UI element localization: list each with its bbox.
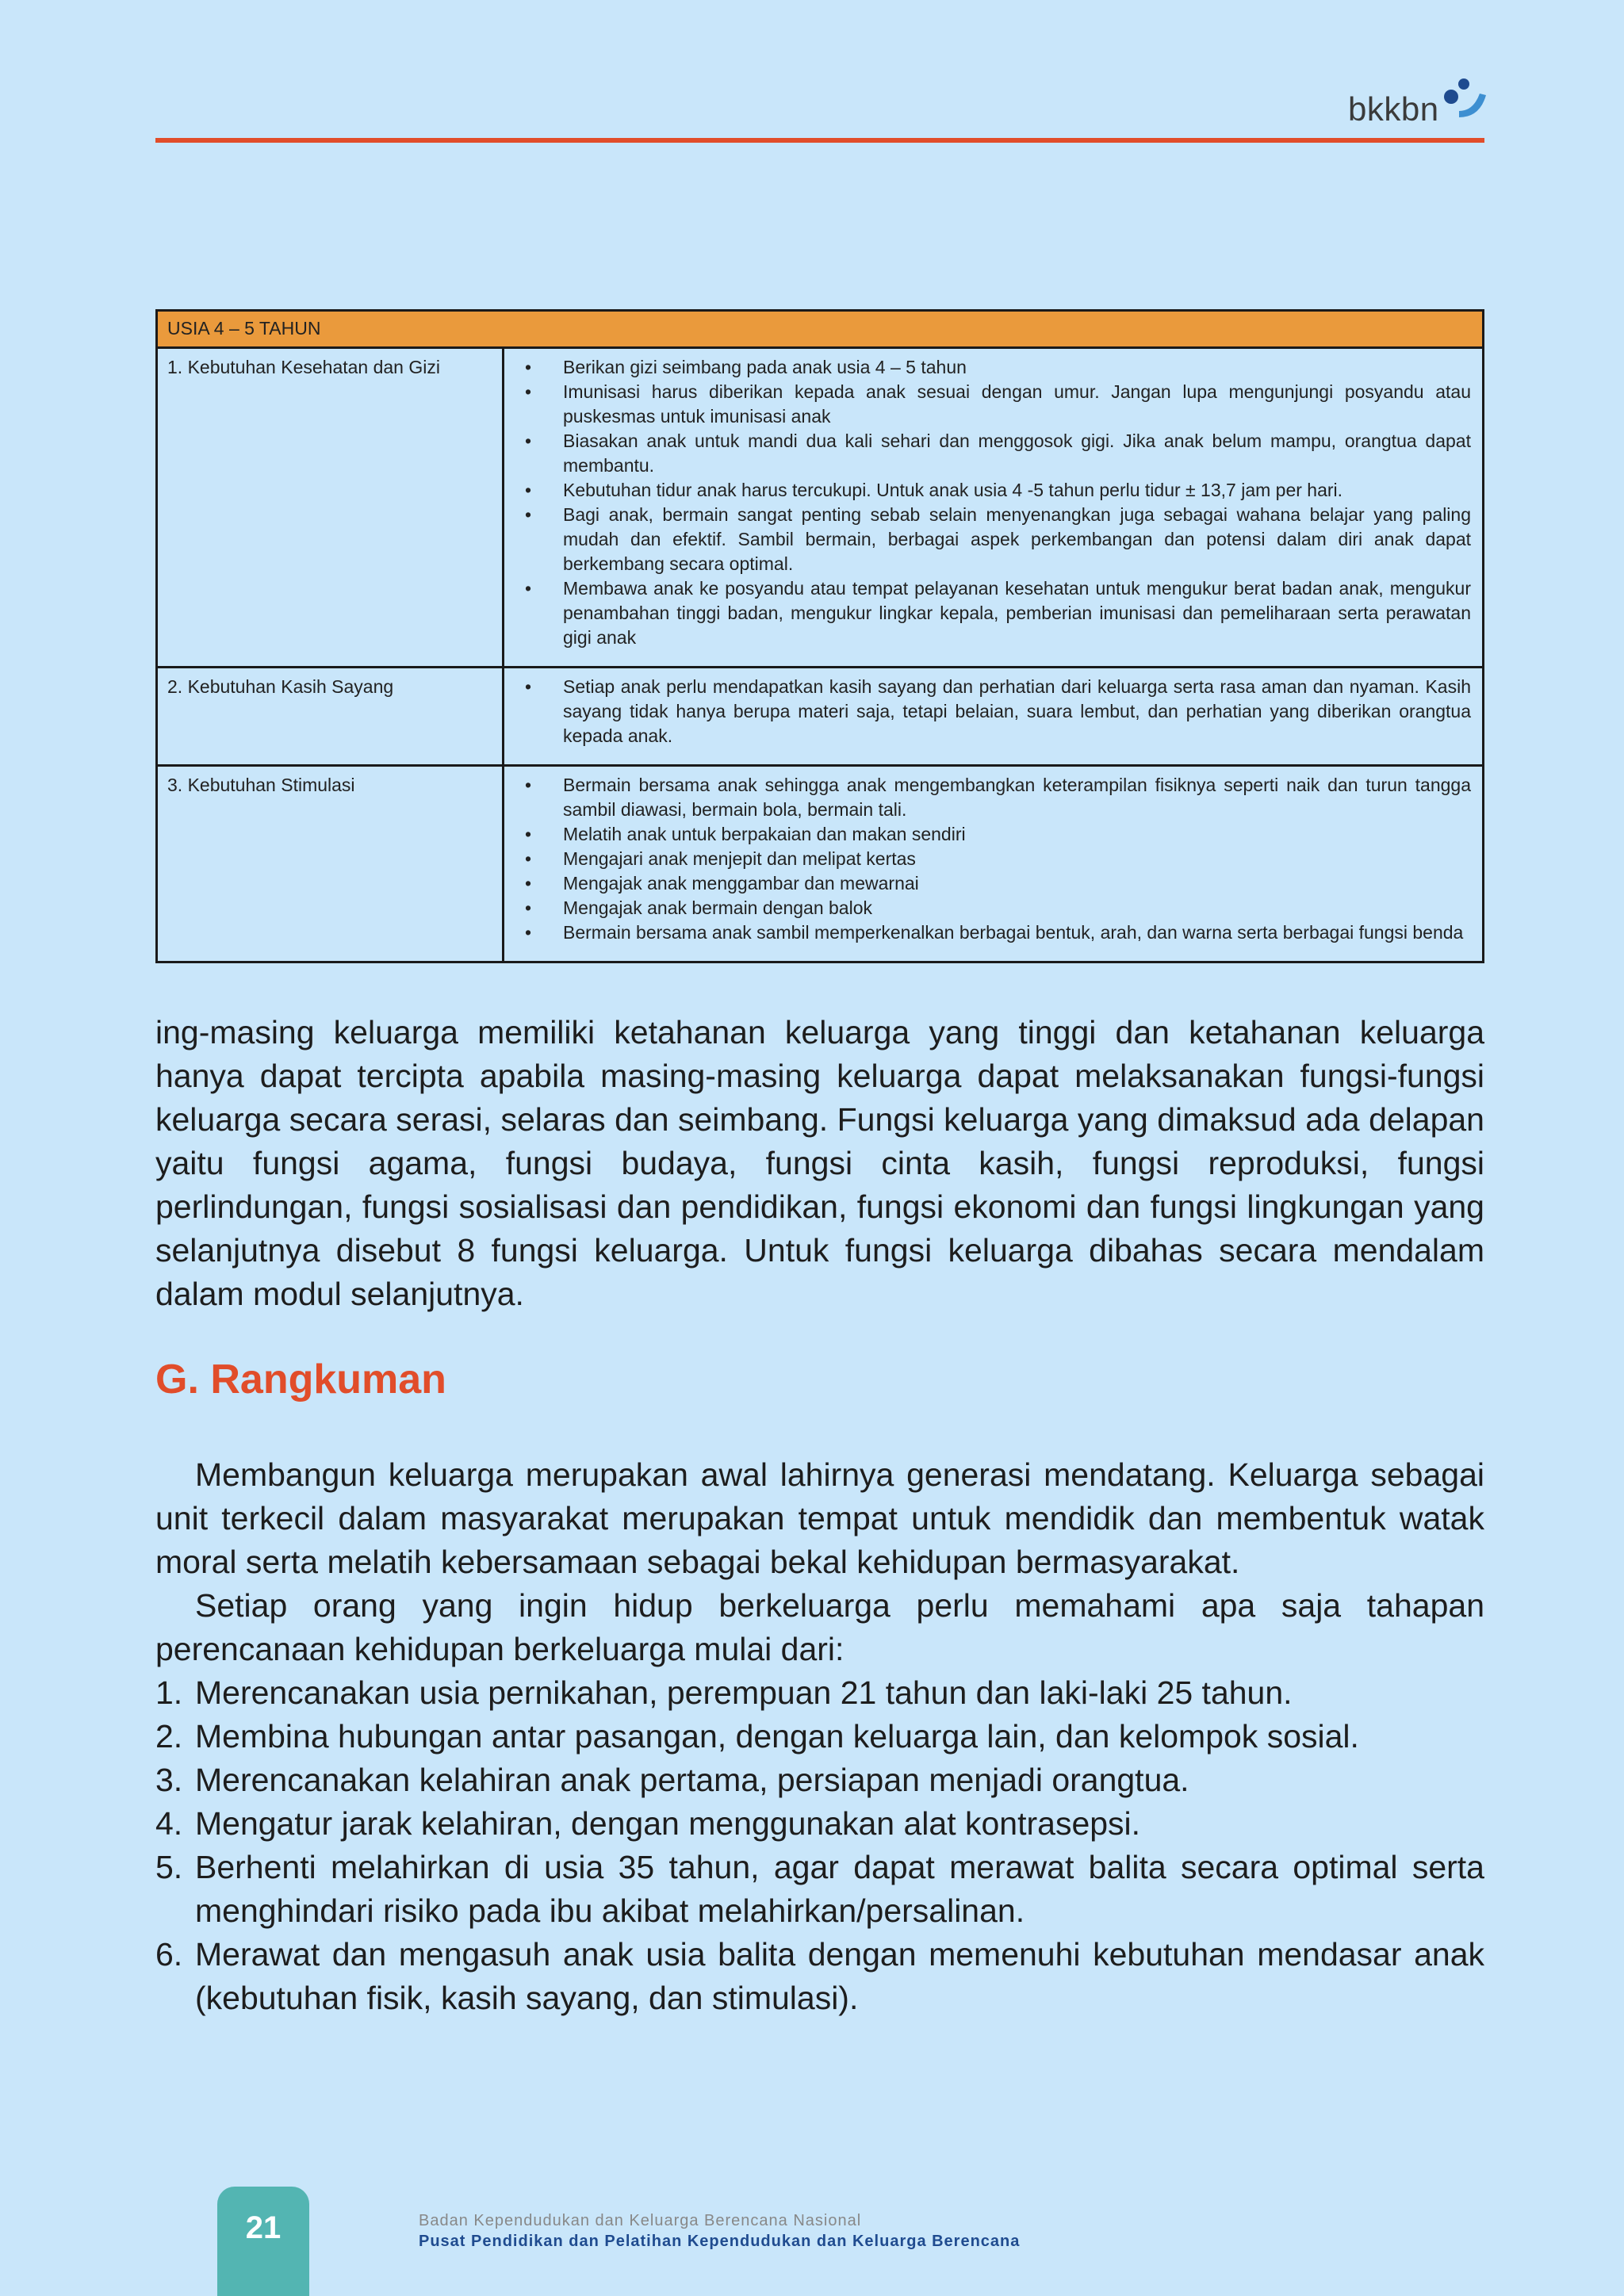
list-item (155, 1671, 1484, 1715)
table-row (157, 668, 1484, 766)
footer-center: Pusat Pendidikan dan Pelatihan Kependudukan dan Keluarga Berencana (419, 2233, 1021, 2250)
list-item (155, 1802, 1484, 1846)
bkkbn-logo (1348, 76, 1483, 140)
step-text: Berhenti melahirkan di usia 35 tahun, agar dapat merawat balita secara optimal serta menghindari risiko pada ibu akibat melahirkan/persalinan. (195, 1849, 1484, 1929)
list-item (155, 1715, 1484, 1758)
list-item: • Bermain bersama anak sambil memperkenalkan berbagai bentuk, arah, dan warna serta berbagai fungsi benda (515, 920, 1471, 945)
table-header-row (157, 311, 1484, 348)
table-content (504, 766, 1484, 962)
table-header: USIA 4 – 5 TAHUN (157, 311, 1484, 348)
intro-paragraph: ing-masing keluarga memiliki ketahanan keluarga yang tinggi dan ketahanan keluarga hanya dapat tercipta apabila masing-masing keluarga dapat melaksanakan fungsi-fungsi keluarga secara serasi, selaras dan seimbang. Fungsi keluarga yang dimaksud ada delapan yaitu fungsi agama, fungsi budaya, fungsi cinta kasih, fungsi reproduksi, fungsi perlindungan, fungsi sosialisasi dan pendidikan, fungsi ekonomi dan fungsi lingkungan yang selanjutnya disebut 8 fungsi keluarga. Untuk fungsi keluarga dibahas secara mendalam dalam modul selanjutnya. (155, 1014, 1484, 1312)
step-number: 3. (155, 1762, 183, 1798)
table-category: 2. Kebutuhan Kasih Sayang (157, 668, 504, 766)
table-row (157, 766, 1484, 962)
summary-paragraph: Setiap orang yang ingin hidup berkeluarga perlu memahami apa saja tahapan perencanaan kehidupan berkeluarga mulai dari: (155, 1587, 1484, 1667)
list-item: • Bermain bersama anak sehingga anak mengembangkan keterampilan fisiknya seperti naik dan turun tangga sambil diawasi, bermain bola, bermain tali. (515, 773, 1471, 822)
list-item: • Berikan gizi seimbang pada anak usia 4 – 5 tahun (515, 355, 1471, 380)
table-row (157, 348, 1484, 668)
table-content (504, 668, 1484, 766)
step-number: 6. (155, 1936, 183, 1973)
list-item (155, 1758, 1484, 1802)
summary-body (155, 1453, 1484, 2020)
list-item: • Membawa anak ke posyandu atau tempat pelayanan kesehatan untuk mengukur berat badan anak, mengukur penambahan tinggi badan, mengukur lingkar kepala, pemberian imunisasi dan pemeliharaan serta perawatan gigi anak (515, 576, 1471, 650)
age-needs-table (155, 309, 1484, 963)
list-item (155, 1933, 1484, 2020)
list-item: • Setiap anak perlu mendapatkan kasih sayang dan perhatian dari keluarga serta rasa aman dan nyaman. Kasih sayang tidak hanya berupa materi saja, tetapi belaian, suara lembut, dan perhatian yang diberikan orangtua kepada anak. (515, 675, 1471, 748)
planning-steps-list (155, 1671, 1484, 2020)
table-category: 1. Kebutuhan Kesehatan dan Gizi (157, 348, 504, 668)
page-number: 21 (217, 2187, 309, 2296)
step-text: Merencanakan kelahiran anak pertama, persiapan menjadi orangtua. (195, 1762, 1189, 1798)
step-number: 2. (155, 1718, 183, 1755)
step-text: Membina hubungan antar pasangan, dengan keluarga lain, dan kelompok sosial. (195, 1718, 1359, 1755)
summary-paragraph: Membangun keluarga merupakan awal lahirnya generasi mendatang. Keluarga sebagai unit terkecil dalam masyarakat merupakan tempat untuk mendidik dan membentuk watak moral serta melatih kebersamaan sebagai bekal kehidupan bermasyarakat. (155, 1456, 1484, 1580)
list-item: • Mengajari anak menjepit dan melipat kertas (515, 847, 1471, 871)
step-text: Merencanakan usia pernikahan, perempuan 21 tahun dan laki-laki 25 tahun. (195, 1674, 1293, 1711)
table-content (504, 348, 1484, 668)
list-item: • Melatih anak untuk berpakaian dan makan sendiri (515, 822, 1471, 847)
footer-institution: Badan Kependudukan dan Keluarga Berencana Nasional (419, 2212, 862, 2229)
table-category: 3. Kebutuhan Stimulasi (157, 766, 504, 962)
section-title: G. Rangkuman (155, 1357, 446, 1402)
header-rule (155, 138, 1484, 143)
list-item: • Biasakan anak untuk mandi dua kali sehari dan menggosok gigi. Jika anak belum mampu, orangtua dapat membantu. (515, 429, 1471, 478)
step-number: 1. (155, 1674, 183, 1711)
bullet-list (515, 355, 1471, 650)
logo-text: bkkbn (1348, 90, 1439, 128)
bkkbn-logo-icon (1435, 76, 1491, 132)
step-text: Mengatur jarak kelahiran, dengan menggunakan alat kontrasepsi. (195, 1805, 1141, 1842)
list-item: • Imunisasi harus diberikan kepada anak sesuai dengan umur. Jangan lupa mengunjungi posyandu atau puskesmas untuk imunisasi anak (515, 380, 1471, 429)
step-text: Merawat dan mengasuh anak usia balita dengan memenuhi kebutuhan mendasar anak (kebutuhan fisik, kasih sayang, dan stimulasi). (195, 1936, 1484, 2016)
step-number: 5. (155, 1849, 183, 1885)
list-item: • Mengajak anak menggambar dan mewarnai (515, 871, 1471, 896)
bullet-list (515, 675, 1471, 748)
list-item: • Bagi anak, bermain sangat penting sebab selain menyenangkan juga sebagai wahana belajar yang paling mudah dan efektif. Sambil bermain, berbagai aspek perkembangan dan potensi dalam diri anak dapat berkembang secara optimal. (515, 503, 1471, 576)
list-item: • Kebutuhan tidur anak harus tercukupi. Untuk anak usia 4 -5 tahun perlu tidur ± 13,7 jam per hari. (515, 478, 1471, 503)
list-item: • Mengajak anak bermain dengan balok (515, 896, 1471, 920)
bullet-list (515, 773, 1471, 945)
list-item (155, 1846, 1484, 1933)
step-number: 4. (155, 1805, 183, 1842)
